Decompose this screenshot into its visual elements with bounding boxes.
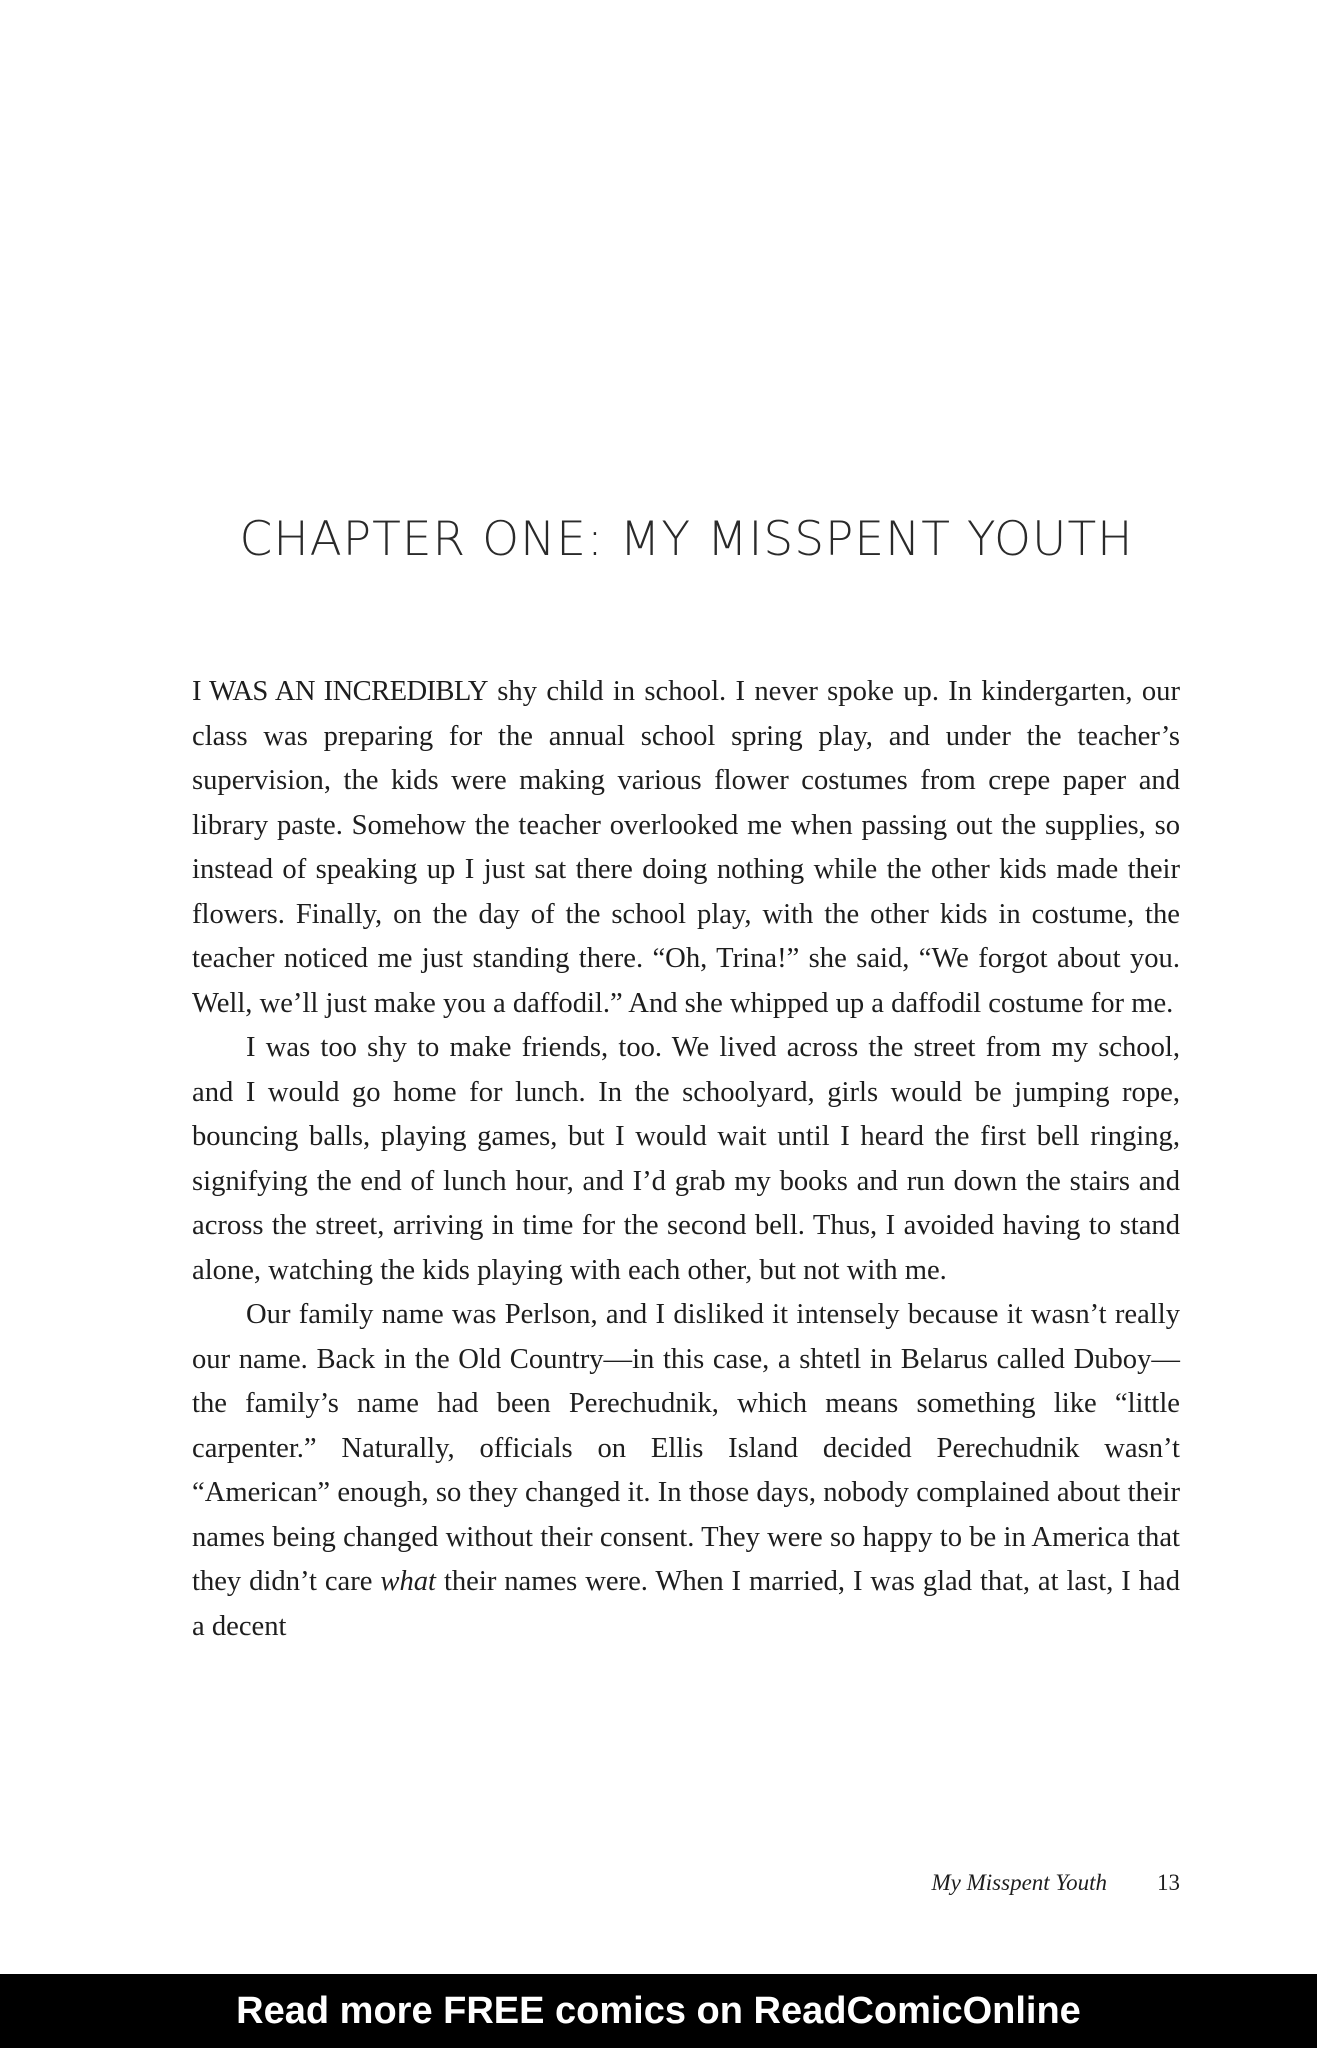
paragraph-1-text: shy child in school. I never spoke up. In kindergarten, our class was preparing for the annual school spring play, and under the teacher’s supervision, the kids were making various flower costumes from crepe paper and library paste. Somehow the teacher overlooked me when passing out the supplies, so instead of speaking up I just sat there doing nothing while the other kids made their flowers. Finally, on the day of the school play, with the other kids in costume, the teacher noticed me just standing there. “Oh, Trina!” she said, “We forgot about you. Well, we’ll just make you a daffodil.” And she whipped up a daffodil costume for me. — [192, 676, 1180, 1019]
page-footer — [932, 1870, 1181, 1896]
chapter-title: CHAPTER ONE: MY MISSPENT YOUTH — [239, 512, 1134, 567]
promo-banner-link[interactable]: Read more FREE comics on ReadComicOnline — [0, 1974, 1317, 2048]
paragraph-2: I was too shy to make friends, too. We lived across the street from my school, and I would go home for lunch. In the schoolyard, girls would be jumping rope, bouncing balls, playing games, but I would wait until I heard the first bell ringing, signifying the end of lunch hour, and I’d grab my books and run down the stairs and across the street, arriving in time for the second bell. Thus, I avoided having to stand alone, watching the kids playing with each other, but not with me. — [192, 1032, 1180, 1286]
paragraph-1 — [192, 670, 1180, 1026]
body-text — [192, 670, 1180, 1649]
paragraph-3-emphasis: what — [380, 1566, 437, 1597]
paragraph-lead-caps: I WAS AN INCREDIBLY — [192, 676, 488, 707]
paragraph-3-text-after: their names were. When I married, I was glad that, at last, I had a decent — [192, 1566, 1180, 1642]
page-number: 13 — [1157, 1870, 1180, 1895]
running-head: My Misspent Youth — [931, 1870, 1107, 1895]
paragraph-3 — [192, 1293, 1180, 1649]
paragraph-3-text-before: Our family name was Perlson, and I disliked it intensely because it wasn’t really our name. Back in the Old Country—in this case, a shtetl in Belarus called Duboy—the family’s name had been Perechudnik, which means something like “little carpenter.” Naturally, officials on Ellis Island decided Perechudnik wasn’t “American” enough, so they changed it. In those days, nobody complained about their names being changed without their consent. They were so happy to be in America that they didn’t care — [192, 1299, 1180, 1597]
